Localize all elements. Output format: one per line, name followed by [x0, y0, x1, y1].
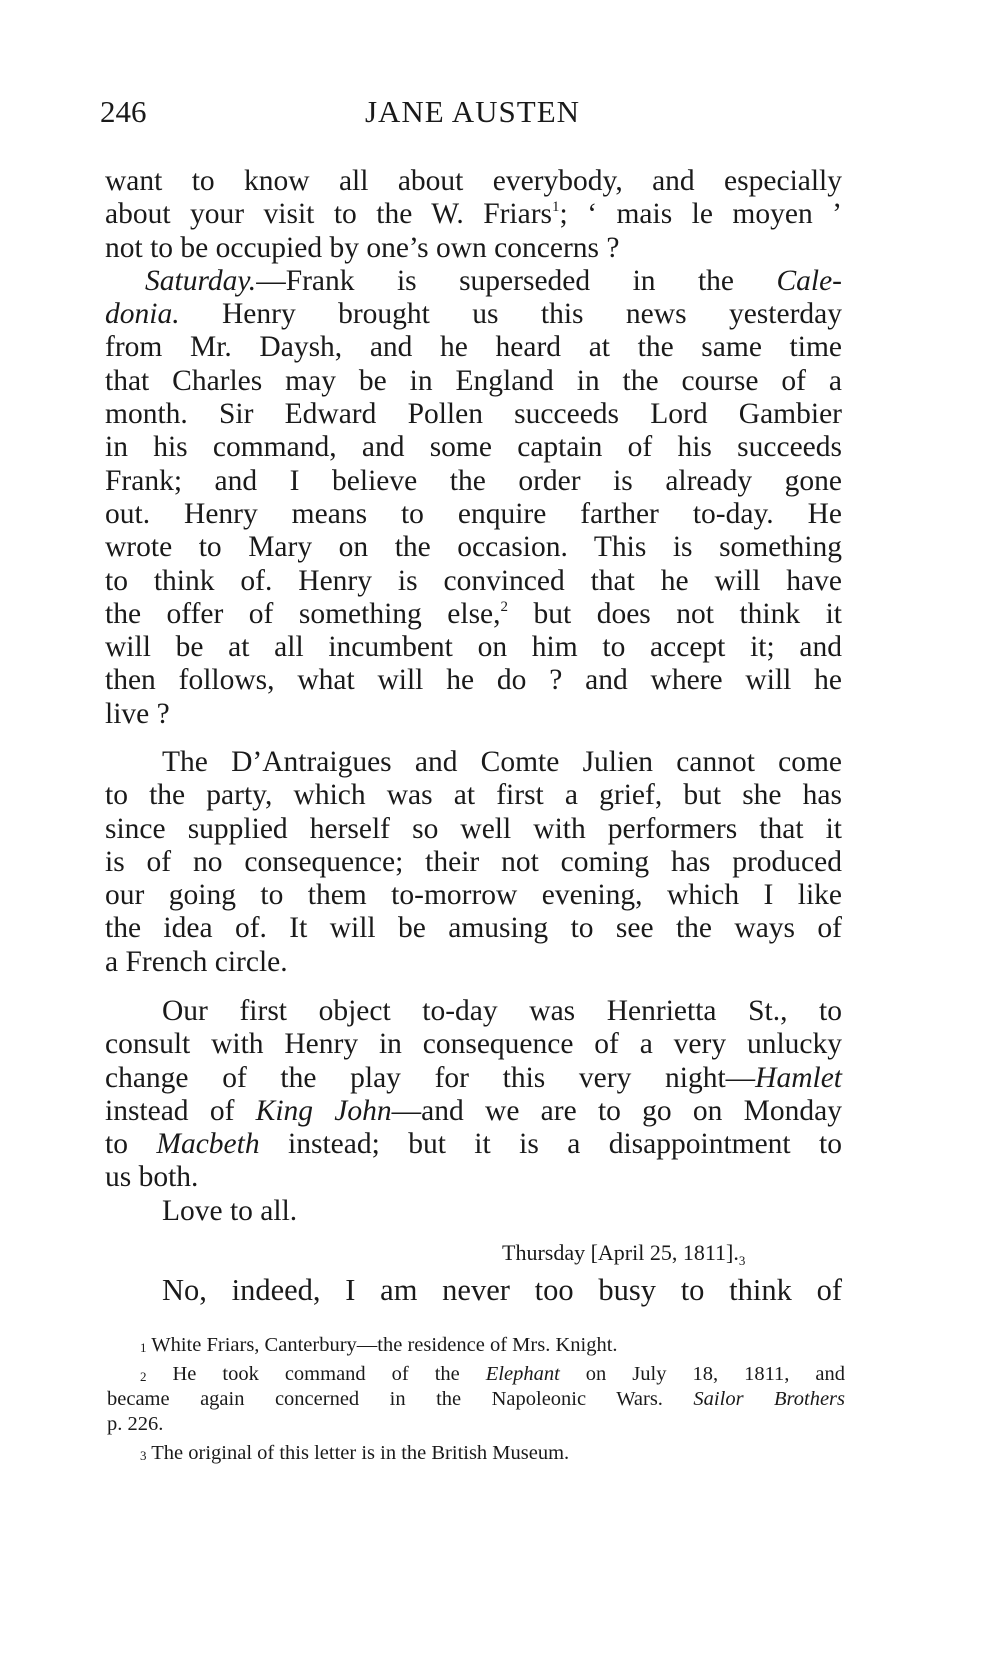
page-header — [100, 92, 845, 132]
text-line: Love to all. — [162, 1194, 298, 1227]
letter-body-block-3 — [105, 995, 842, 1228]
text-line: instead of King John—and we are to go on Monday — [105, 1094, 843, 1127]
text-line: Our first object to-day was Henrietta St., to — [162, 995, 842, 1027]
page-number: 246 — [100, 94, 147, 129]
text-line: consult with Henry in consequence of a very unlucky — [105, 1028, 842, 1061]
footnote-2-page: p. 226. — [107, 1413, 164, 1435]
text-line: month. Sir Edward Pollen succeeds Lord Gambier — [105, 398, 842, 431]
footnote-ref: 1 — [552, 199, 560, 216]
text-line: our going to them to-morrow evening, which I like — [105, 879, 842, 912]
text-line: The D’Antraigues and Comte Julien cannot come — [162, 746, 842, 778]
text-line: that Charles may be in England in the course of a — [105, 364, 842, 397]
text-line: donia. Henry brought us this news yesterday — [105, 298, 842, 331]
text-line: to Macbeth instead; but it is a disappointment to — [105, 1128, 842, 1161]
letter-dateline: Thursday [April 25, 1811].$^3$ — [502, 1240, 746, 1268]
text-line: in his command, and some captain of his succeeds — [105, 431, 842, 464]
footnote-1: $^1$ White Friars, Canterbury—the residence of Mrs. Knight. — [140, 1334, 618, 1356]
text-line: is of no consequence; their not coming has produced — [105, 845, 842, 878]
text-line: a French circle. — [105, 945, 288, 978]
footnote-ref: 3 — [738, 1253, 746, 1268]
text-line: out. Henry means to enquire farther to-day. He — [105, 497, 842, 530]
footnote-3: $^3$ The original of this letter is in the British Museum. — [140, 1442, 570, 1464]
text-line: us both. — [105, 1161, 199, 1194]
footnote-ref: 2 — [500, 598, 509, 615]
letter-body-block-2 — [105, 746, 842, 979]
text-line: not to be occupied by one’s own concerns ? — [105, 231, 620, 264]
text-line: since supplied herself so well with performers that it — [105, 812, 842, 845]
text-line: Frank; and I believe the order is already gone — [105, 464, 842, 497]
text-line: No, indeed, I am never too busy to think of — [162, 1273, 842, 1307]
text-line: from Mr. Daysh, and he heard at the same time — [105, 331, 842, 364]
running-title: JANE AUSTEN — [364, 94, 581, 129]
text-line: will be at all incumbent on him to accept it; and — [105, 631, 842, 664]
text-line: live ? — [105, 697, 170, 730]
text-line: want to know all about everybody, and especially — [105, 165, 842, 197]
text-line: wrote to Mary on the occasion. This is something — [105, 531, 842, 564]
footnote-2-cont: became again concerned in the Napoleonic Wars. Sailor Brothers — [107, 1388, 846, 1410]
text-line: to the party, which was at first a grief, but she has — [105, 779, 842, 812]
text-line: the offer of something else,$^2$ but does not think it — [105, 597, 843, 630]
text-line: the idea of. It will be amusing to see the ways of — [105, 912, 842, 945]
text-line: to think of. Henry is convinced that he will have — [105, 564, 842, 597]
text-line: Saturday.—Frank is superseded in the Cale- — [145, 264, 843, 297]
letter-opening-block — [105, 1274, 842, 1307]
footnote-2: $^2$ He took command of the Elephant on July 18, 1811, and — [140, 1363, 846, 1385]
text-line: change of the play for this very night—Hamlet — [105, 1061, 842, 1094]
footnotes — [107, 1333, 846, 1466]
letter-body-block-1 — [105, 165, 842, 731]
text-line: then follows, what will he do ? and where will he — [105, 664, 842, 697]
text-line: about your visit to the W. Friars$^1$; ‘ mais le moyen ’ — [105, 198, 843, 231]
